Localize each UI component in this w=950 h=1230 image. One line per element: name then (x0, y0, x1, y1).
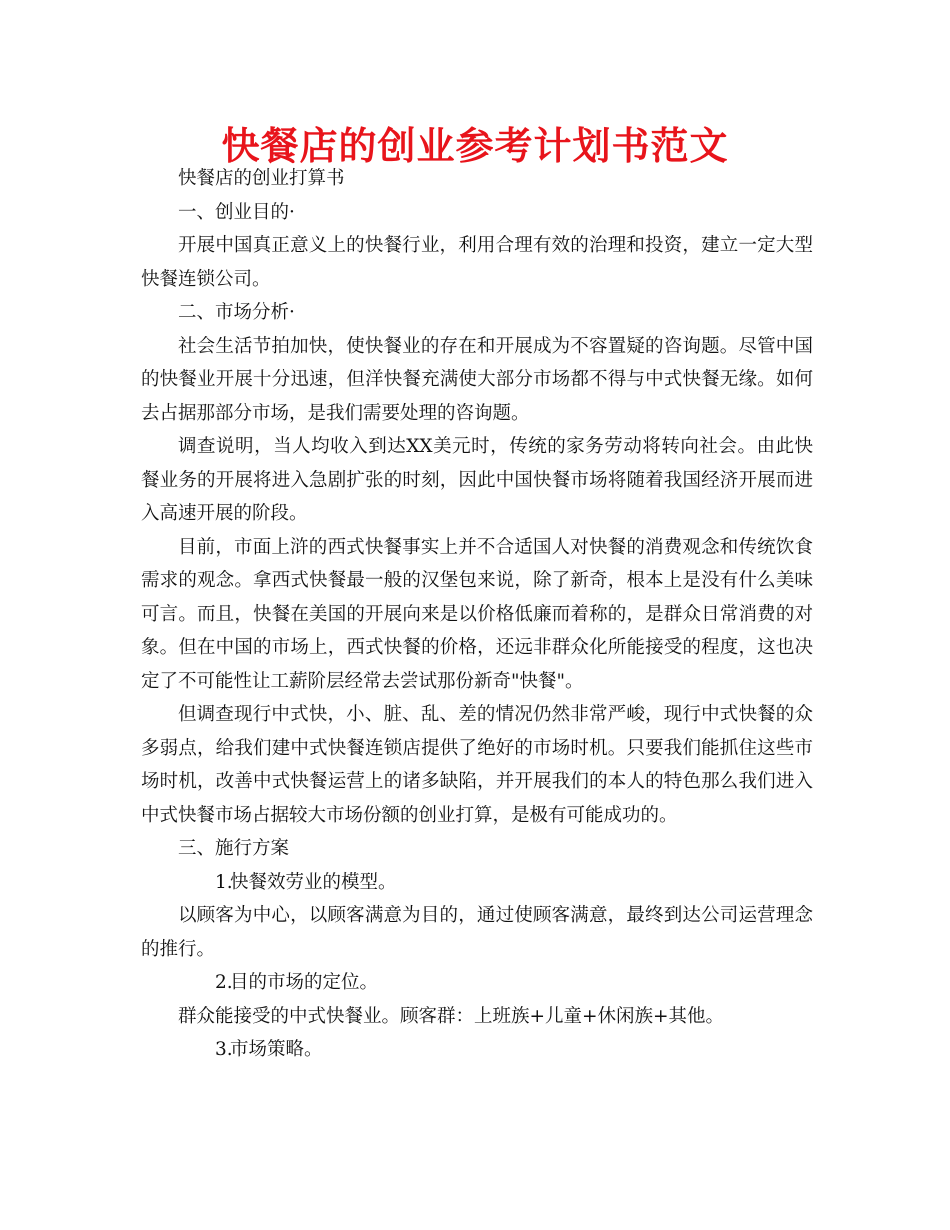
list-number: 1. (215, 871, 233, 893)
document-body (141, 162, 813, 1067)
paragraph-market-1: 社会生活节拍加快，使快餐业的存在和开展成为不容置疑的咨询题。尽管中国的快餐业开展十分迅速，但洋快餐充满使大部分市场都不得与中式快餐无缘。如何去占据那部分市场，是我们需要处理的咨询题。 (141, 335, 813, 424)
document-title: 快餐店的创业参考计划书范文 (221, 124, 729, 168)
paragraph-service-model: 以顾客为中心，以顾客满意为目的，通过使顾客满意，最终到达公司运营理念的推行。 (141, 905, 813, 960)
paragraph-target-market: 群众能接受的中式快餐业。顾客群：上班族+儿童+休闲族+其他。 (178, 1005, 725, 1027)
paragraph-market-3: 目前，市面上浒的西式快餐事实上并不合适国人对快餐的消费观念和传统饮食需求的观念。拿西式快餐最一般的汉堡包来说，除了新奇，根本上是没有什么美味可言。而且，快餐在美国的开展向来是以价格低廉而着称的，是群众日常消费的对象。但在中国的市场上，西式快餐的价格，还远非群众化所能接受的程度，这也决定了不可能性让工薪阶层经常去尝试那份新奇"快餐"。 (141, 536, 813, 692)
list-number: 3. (215, 1039, 233, 1060)
paragraph-market-4: 但调查现行中式快，小、脏、乱、差的情况仍然非常严峻，现行中式快餐的众多弱点，给我们建中式快餐连锁店提供了绝好的市场时机。只要我们能抓住这些市场时机，改善中式快餐运营上的诸多缺陷，并开展我们的本人的特色那么我们进入中式快餐市场占据较大市场份额的创业打算，是极有可能成功的。 (141, 704, 813, 826)
section-heading-implementation: 三、施行方案 (178, 838, 290, 859)
section-heading-market-analysis: 二、市场分析· (178, 302, 295, 323)
paragraph-market-2: 调查说明，当人均收入到达XX美元时，传统的家务劳动将转向社会。由此快餐业务的开展将进入急剧扩张的时刻，因此中国快餐市场将随着我国经济开展而进入高速开展的阶段。 (141, 436, 813, 524)
list-item-title: 市场策略。 (230, 1039, 323, 1060)
list-number: 2. (215, 972, 233, 993)
section-heading-purpose: 一、创业目的· (178, 201, 295, 223)
list-item-3 (141, 1033, 813, 1067)
list-item-title: 目的市场的定位。 (230, 972, 379, 993)
paragraph-purpose: 开展中国真正意义上的快餐行业，利用合理有效的治理和投资，建立一定大型快餐连锁公司。 (141, 235, 813, 290)
list-item-1 (141, 866, 813, 900)
list-item-title: 快餐效劳业的模型。 (230, 871, 397, 893)
list-item-2 (141, 966, 813, 1000)
document-subtitle: 快餐店的创业打算书 (178, 168, 345, 189)
